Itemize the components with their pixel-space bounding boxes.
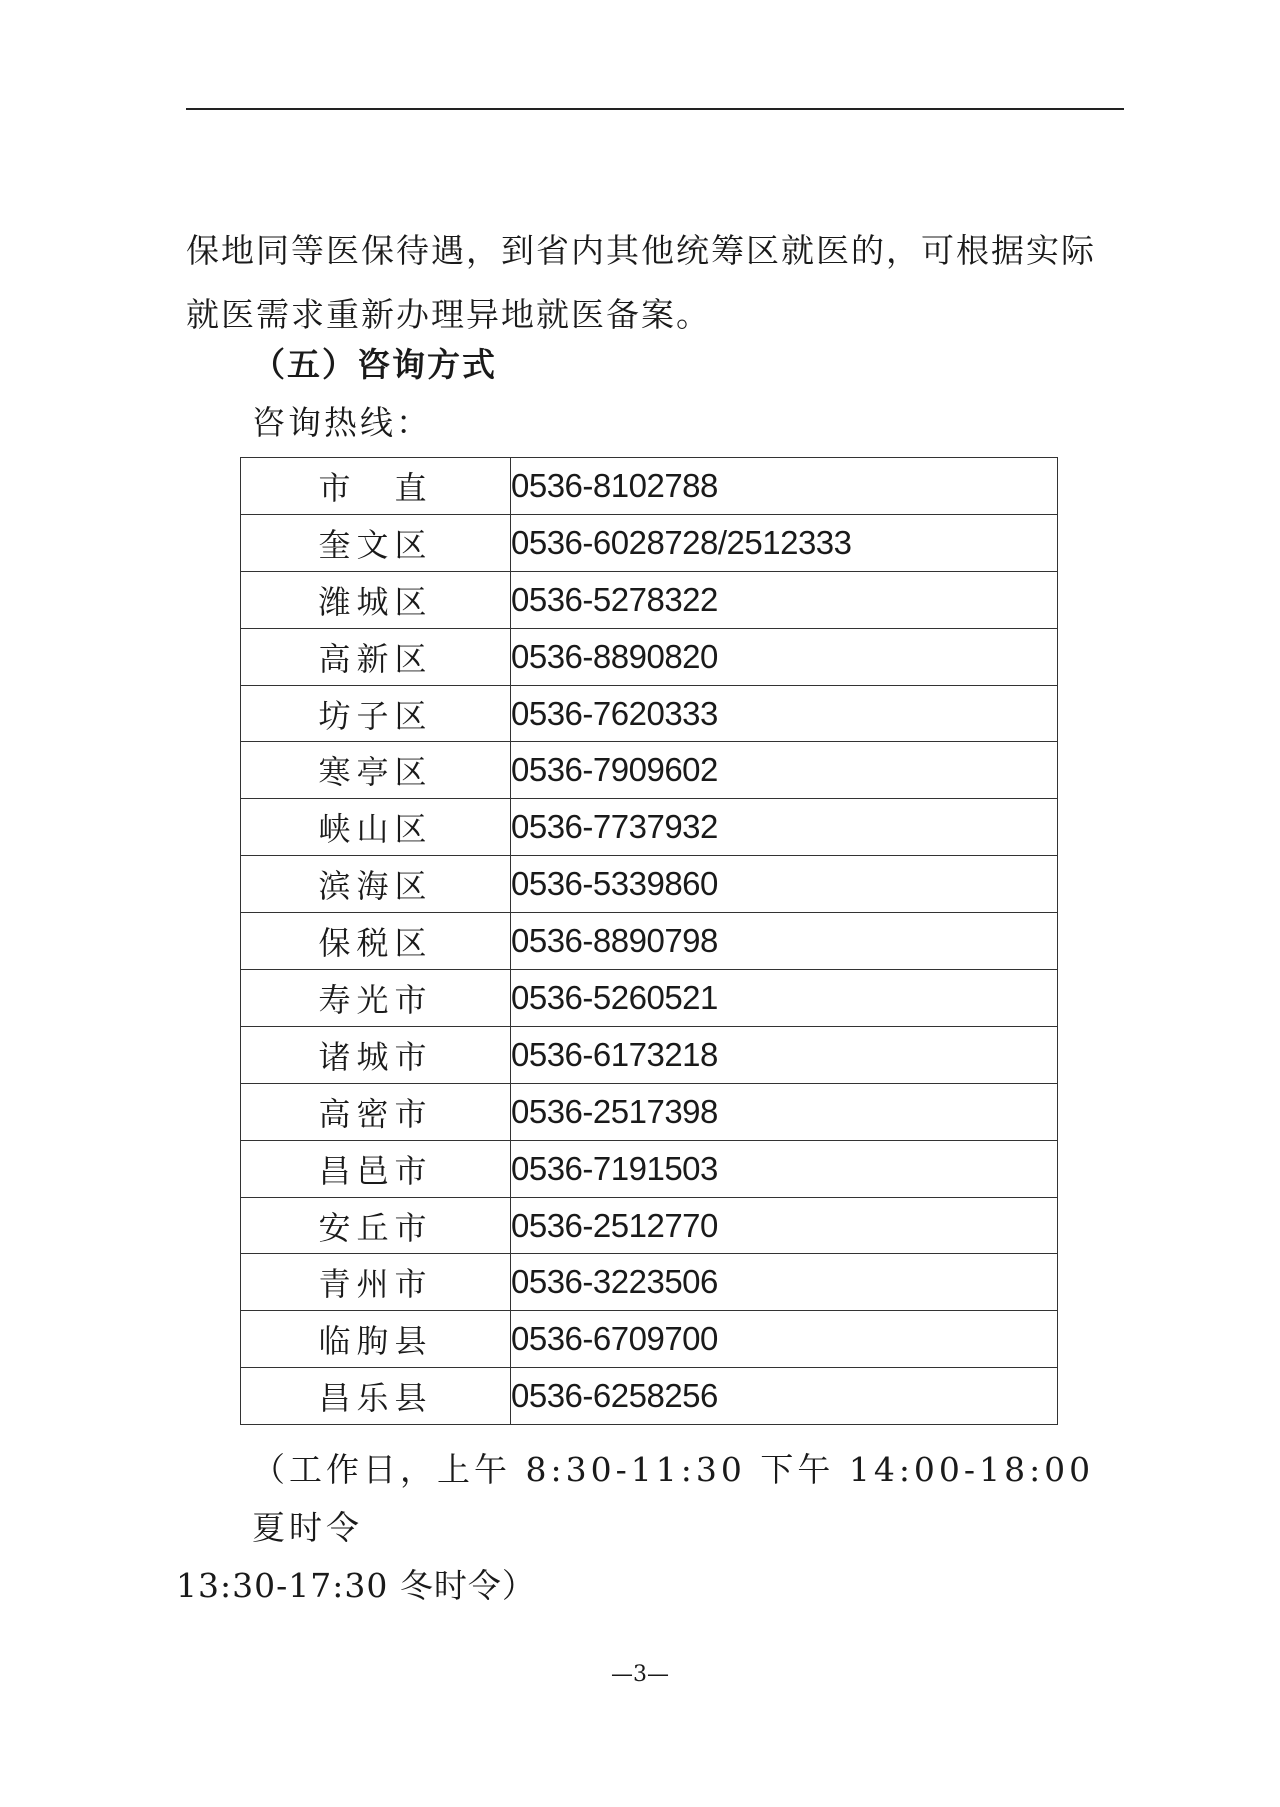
page-number: —3— [611, 1662, 669, 1687]
region-cell: 奎文区 [241, 514, 511, 571]
region-cell: 高密市 [241, 1083, 511, 1140]
table-row [241, 1368, 1058, 1425]
region-cell: 潍城区 [241, 571, 511, 628]
phone-cell: 0536-7737932 [511, 799, 1058, 856]
region-cell: 昌乐县 [241, 1368, 511, 1425]
header-rule [186, 108, 1124, 110]
region-cell: 安丘市 [241, 1197, 511, 1254]
phone-cell: 0536-8102788 [511, 458, 1058, 515]
table-row [241, 1311, 1058, 1368]
body-paragraph: 保地同等医保待遇，到省内其他统筹区就医的，可根据实际就医需求重新办理异地就医备案。 [186, 231, 1096, 334]
phone-cell: 0536-5339860 [511, 856, 1058, 913]
region-cell: 峡山区 [241, 799, 511, 856]
region-cell: 高新区 [241, 628, 511, 685]
phone-cell: 0536-6258256 [511, 1368, 1058, 1425]
working-hours-line-1: （工作日，上午 8:30-11:30 下午 14:00-18:00 夏时令 [252, 1450, 1095, 1547]
table-row [241, 685, 1058, 742]
table-row [241, 742, 1058, 799]
table-row [241, 913, 1058, 970]
table-row [241, 458, 1058, 515]
table-row [241, 799, 1058, 856]
table-row [241, 514, 1058, 571]
phone-cell: 0536-6028728/2512333 [511, 514, 1058, 571]
table-row [241, 1254, 1058, 1311]
table-row [241, 571, 1058, 628]
table-row [241, 1197, 1058, 1254]
working-hours-line-2: 13:30-17:30 冬时令） [176, 1566, 536, 1605]
table-row [241, 1140, 1058, 1197]
phone-cell: 0536-5278322 [511, 571, 1058, 628]
phone-cell: 0536-8890820 [511, 628, 1058, 685]
table-row [241, 1083, 1058, 1140]
region-cell: 市 直 [241, 458, 511, 515]
table-row [241, 628, 1058, 685]
phone-cell: 0536-8890798 [511, 913, 1058, 970]
phone-cell: 0536-5260521 [511, 970, 1058, 1027]
table-row [241, 856, 1058, 913]
region-cell: 诸城市 [241, 1026, 511, 1083]
phone-cell: 0536-2517398 [511, 1083, 1058, 1140]
region-cell: 滨海区 [241, 856, 511, 913]
phone-cell: 0536-7191503 [511, 1140, 1058, 1197]
hotline-table-body [241, 458, 1058, 1425]
section-heading: （五）咨询方式 [252, 345, 497, 384]
region-cell: 坊子区 [241, 685, 511, 742]
region-cell: 寒亭区 [241, 742, 511, 799]
phone-cell: 0536-6709700 [511, 1311, 1058, 1368]
region-cell: 寿光市 [241, 970, 511, 1027]
table-row [241, 1026, 1058, 1083]
table-row [241, 970, 1058, 1027]
phone-cell: 0536-7909602 [511, 742, 1058, 799]
phone-cell: 0536-7620333 [511, 685, 1058, 742]
phone-cell: 0536-2512770 [511, 1197, 1058, 1254]
region-cell: 保税区 [241, 913, 511, 970]
hotline-label: 咨询热线： [252, 403, 432, 442]
region-cell: 昌邑市 [241, 1140, 511, 1197]
hotline-table [240, 457, 1058, 1425]
region-cell: 青州市 [241, 1254, 511, 1311]
working-hours-note [176, 1441, 1126, 1615]
phone-cell: 0536-6173218 [511, 1026, 1058, 1083]
region-cell: 临朐县 [241, 1311, 511, 1368]
phone-cell: 0536-3223506 [511, 1254, 1058, 1311]
